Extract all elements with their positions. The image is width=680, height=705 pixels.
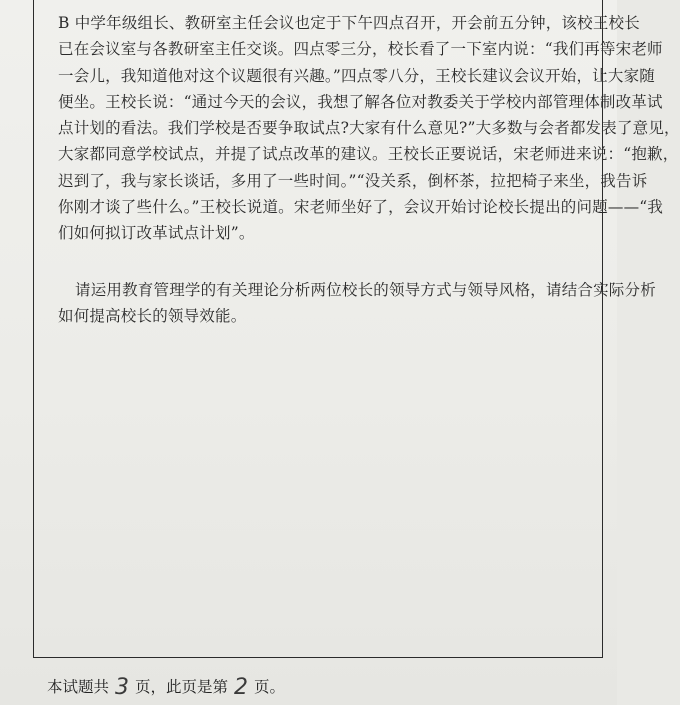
passage-line-8: 你刚才谈了些什么。”王校长说道。宋老师坐好了，会议开始讨论校长提出的问题——“我 bbox=[58, 198, 664, 217]
passage-line-5: 点计划的看法。我们学校是否要争取试点?大家有什么意见?”大多数与会者都发表了意见， bbox=[58, 119, 680, 138]
page-footer bbox=[47, 675, 285, 700]
case-passage bbox=[58, 10, 680, 247]
question-line-2: 如何提高校长的领导效能。 bbox=[58, 306, 247, 325]
exam-content bbox=[58, 10, 680, 329]
passage-line-2: 已在会议室与各教研室主任交谈。四点零三分，校长看了一下室内说：“我们再等宋老师 bbox=[58, 40, 663, 59]
footer-suffix: 页。 bbox=[254, 678, 286, 696]
question-line-1: 请运用教育管理学的有关理论分析两位校长的领导方式与领导风格，请结合实际分析 bbox=[75, 280, 656, 299]
passage-line-3: 一会儿，我知道他对这个议题很有兴趣。”四点零八分，王校长建议会议开始，让大家随 bbox=[58, 66, 655, 85]
passage-line-9: 们如何拟订改革试点计划”。 bbox=[58, 224, 255, 243]
current-page-handwritten: 2 bbox=[234, 675, 249, 700]
footer-middle: 页，此页是第 bbox=[135, 678, 229, 696]
total-pages-handwritten: 3 bbox=[115, 675, 130, 700]
question-prompt bbox=[58, 277, 656, 330]
section-gap bbox=[58, 247, 588, 273]
footer-prefix: 本试题共 bbox=[47, 678, 110, 696]
passage-line-1: B 中学年级组长、教研室主任会议也定于下午四点召开，开会前五分钟，该校王校长 bbox=[58, 14, 640, 32]
passage-line-4: 便坐。王校长说：“通过今天的会议，我想了解各位对教委关于学校内部管理体制改革试 bbox=[58, 92, 663, 111]
passage-line-6: 大家都同意学校试点，并提了试点改革的建议。王校长正要说话，宋老师进来说：“抱歉， bbox=[58, 145, 679, 164]
passage-line-7: 迟到了，我与家长谈话，多用了一些时间。”“没关系，倒杯茶，拉把椅子来坐，我告诉 bbox=[58, 171, 648, 190]
